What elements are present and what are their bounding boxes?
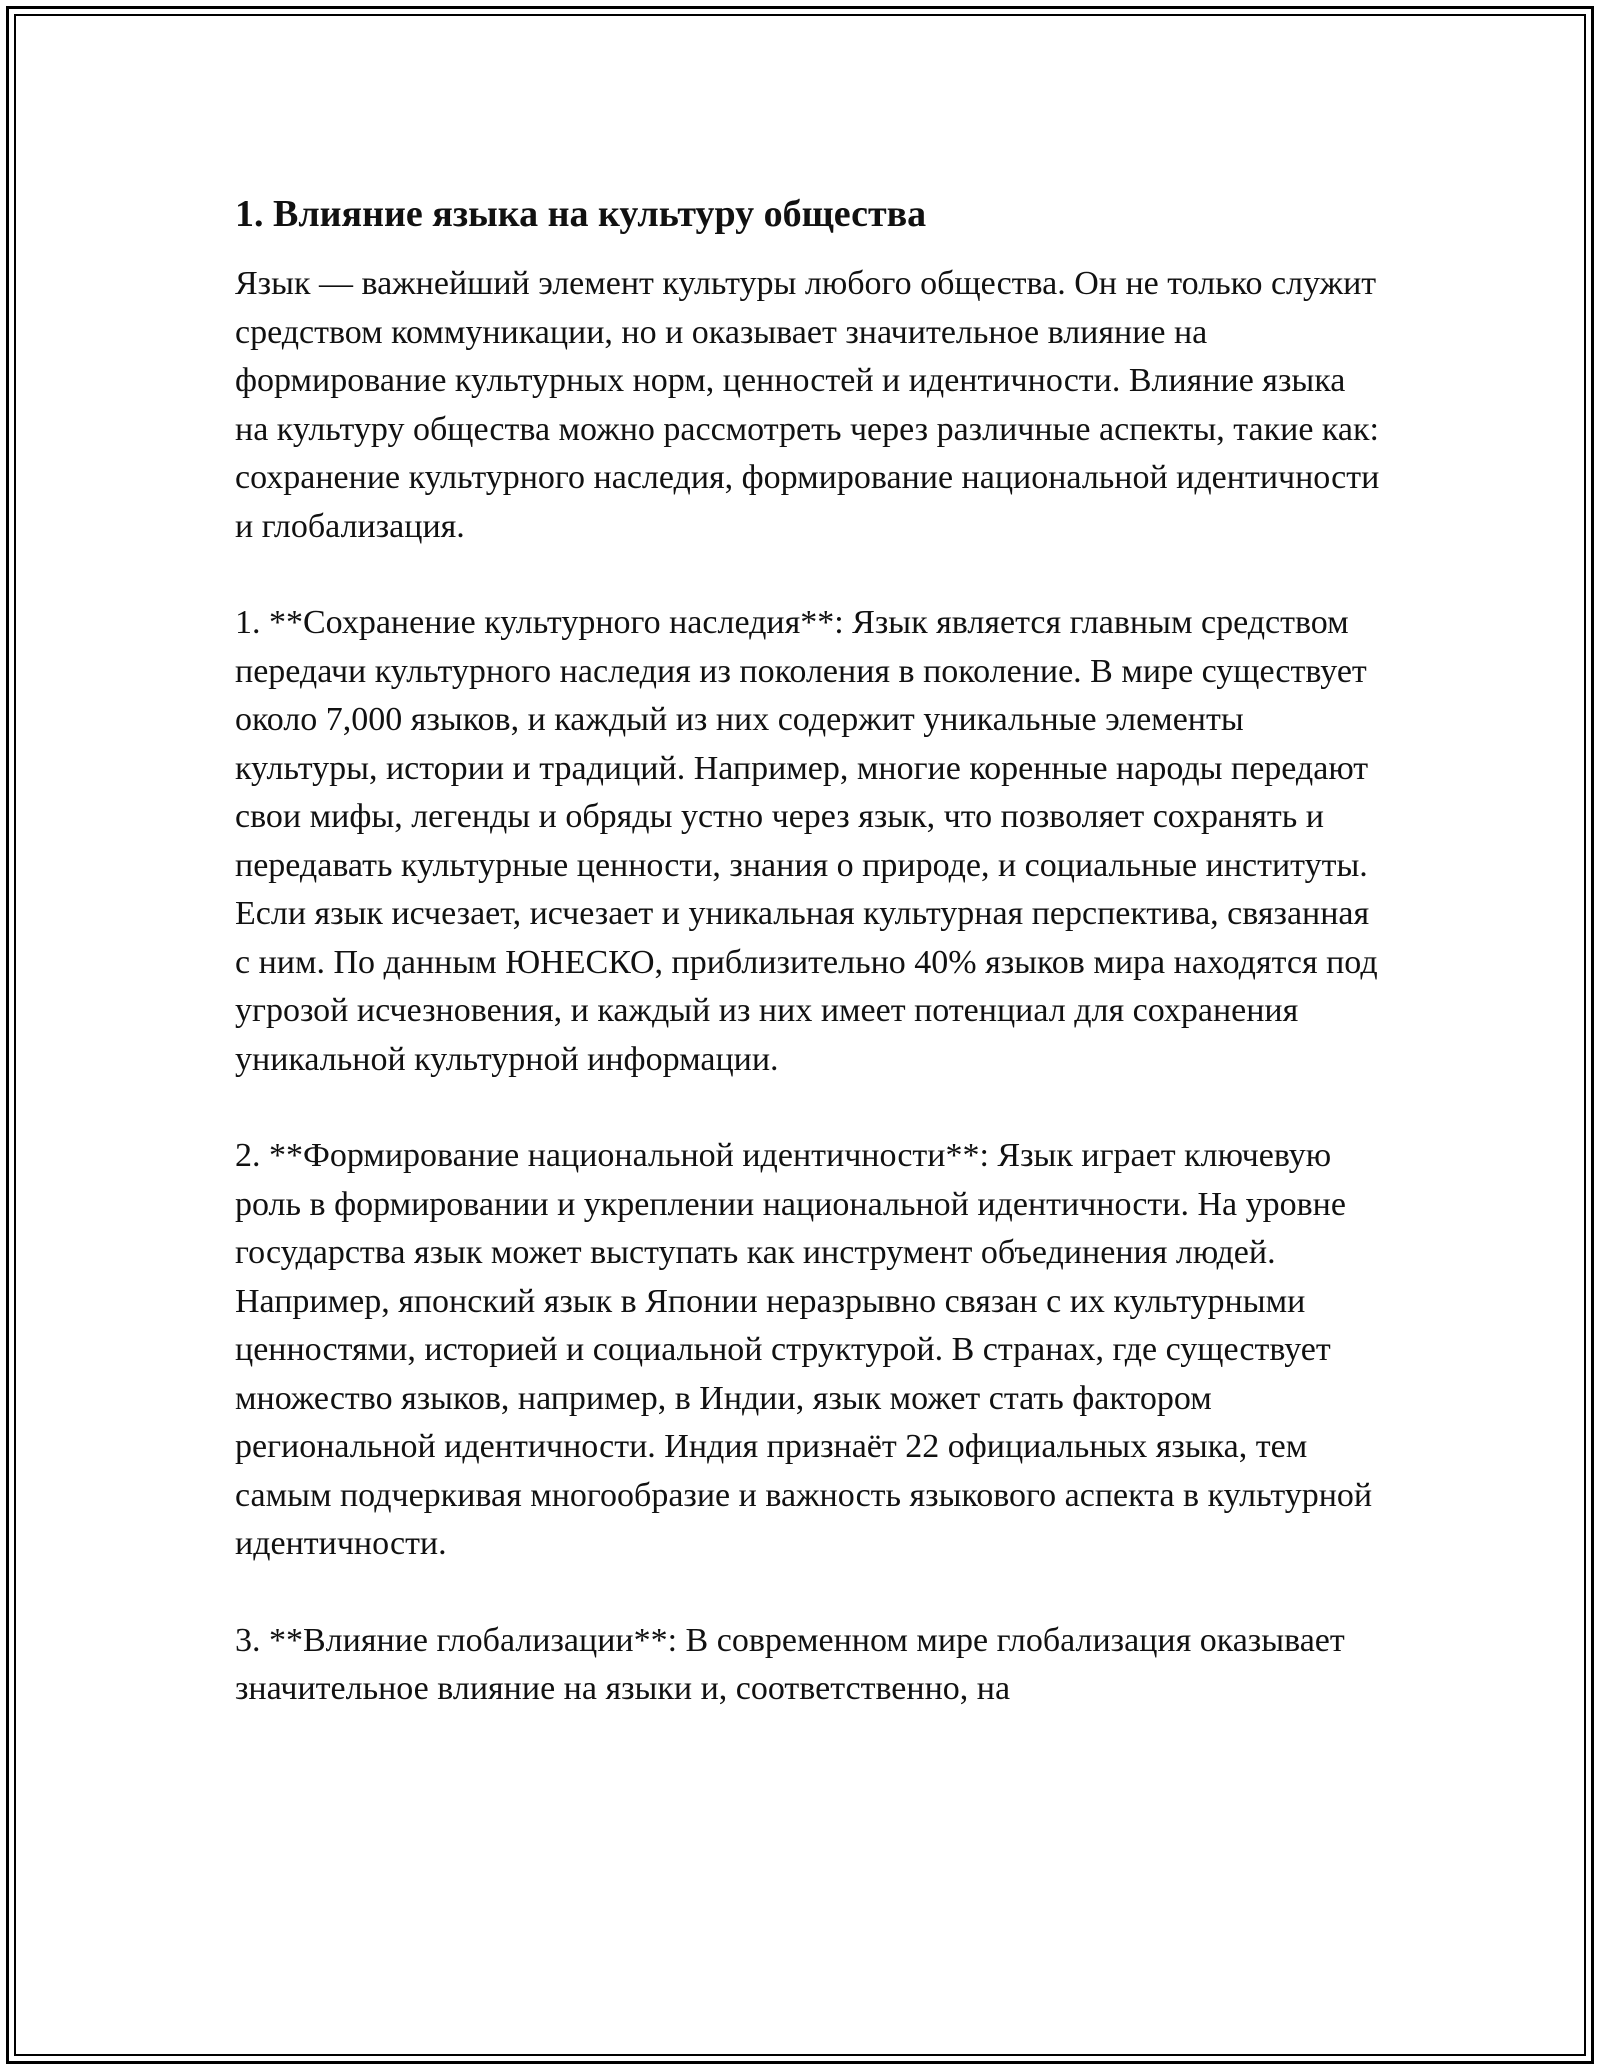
paragraph-cultural-heritage: 1. **Сохранение культурного наследия**: Язык является главным средством передачи культурного наследия из поколения в поколение. В мире существует около 7,000 языков, и каждый из них содержит уникальные элементы культуры, истории и традиций. Например, многие коренные народы передают свои мифы, легенды и обряды устно через язык, что позволяет сохранять и передавать культурные ценности, знания о природе, и социальные институты. Если язык исчезает, исчезает и уникальная культурная перспектива, связанная с ним. По данным ЮНЕСКО, приблизительно 40% языков мира находятся под угрозой исчезновения, и каждый из них имеет потенциал для сохранения уникальной культурной информации. [235, 604, 1378, 1078]
document-body [235, 188, 1385, 1714]
section-heading: 1. Влияние языка на культуру общества [235, 193, 927, 235]
paragraph-globalization: 3. **Влияние глобализации**: В современном мире глобализация оказывает значительное влияние на языки и, соответственно, на [235, 1621, 1345, 1707]
intro-paragraph: Язык — важнейший элемент культуры любого общества. Он не только служит средством коммуникации, но и оказывает значительное влияние на формирование культурных норм, ценностей и идентичности. Влияние языка на культуру общества можно рассмотреть через различные аспекты, такие как: сохранение культурного наследия, формирование национальной идентичности и глобализация. [235, 265, 1380, 545]
paragraph-national-identity: 2. **Формирование национальной идентичности**: Язык играет ключевую роль в формировании и укреплении национальной идентичности. На уровне государства язык может выступать как инструмент объединения людей. Например, японский язык в Японии неразрывно связан с их культурными ценностями, историей и социальной структурой. В странах, где существует множество языков, например, в Индии, язык может стать фактором региональной идентичности. Индия признаёт 22 официальных языка, тем самым подчеркивая многообразие и важность языкового аспекта в культурной идентичности. [235, 1137, 1373, 1562]
